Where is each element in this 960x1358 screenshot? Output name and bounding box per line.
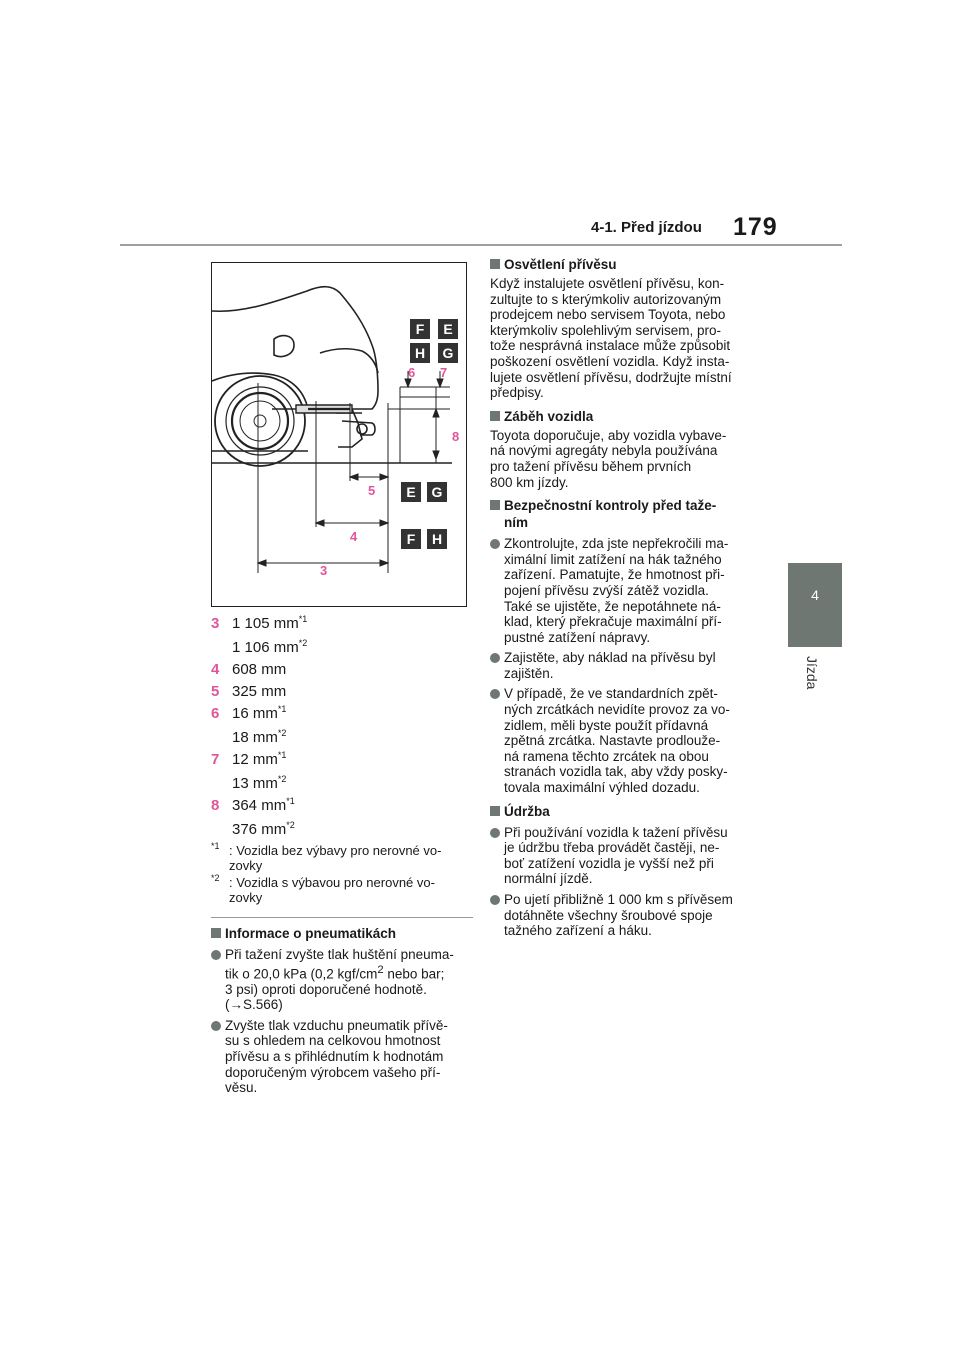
tag-h-top: H bbox=[414, 345, 426, 361]
bullet-icon bbox=[211, 1021, 221, 1031]
bullet-icon bbox=[211, 950, 221, 960]
dim-label-8: 8 bbox=[452, 429, 460, 444]
measurement-value: 364 mm bbox=[232, 797, 287, 814]
square-icon bbox=[211, 928, 221, 938]
maintenance-heading: Údržba bbox=[490, 803, 755, 820]
tires-bullet-1: Při tažení zvyšte tlak huštění pneuma- tik o 20,0 kPa (0,2 kgf/$cm^2$ nebo bar; 3 psi) oproti doporučené hodnotě. (→S.566) bbox=[211, 947, 473, 1013]
header-rule bbox=[120, 244, 842, 246]
square-icon bbox=[490, 806, 500, 816]
measurement-value: 376 mm bbox=[232, 821, 287, 838]
measurement-value: 13 mm bbox=[232, 775, 278, 792]
tag-f-low: F bbox=[406, 531, 416, 547]
footnote-1: $^{*1}$ : Vozidla bez výbavy pro nerovné vo- zovky bbox=[211, 841, 442, 873]
dim-label-4: 4 bbox=[350, 529, 358, 544]
bullet-icon bbox=[490, 828, 500, 838]
footnote-mark: *2 bbox=[286, 820, 295, 830]
measurement-value: 1 106 mm bbox=[232, 639, 299, 656]
safety-heading: Bezpečnostní kontroly před taže- ním bbox=[490, 497, 755, 531]
left-column bbox=[211, 613, 473, 1096]
tires-heading: Informace o pneumatikách bbox=[211, 925, 473, 942]
dim-label-7: 7 bbox=[440, 365, 448, 380]
measurement-number: 6 bbox=[211, 705, 220, 722]
tag-g-mid: G bbox=[431, 484, 443, 500]
measurement-value: 325 mm bbox=[232, 683, 287, 700]
square-icon bbox=[490, 259, 500, 269]
tag-h-low: H bbox=[431, 531, 443, 547]
dim-label-3: 3 bbox=[320, 563, 328, 578]
vehicle-rear-diagram bbox=[212, 263, 466, 606]
footnote-mark: *1 bbox=[277, 704, 287, 714]
footnote-mark: *2 bbox=[277, 728, 287, 738]
breakin-text: Toyota doporučuje, aby vozidla vybave- ná novými agregáty nebyla používána pro tažení přívěsu během prvních 800 km jízdy. bbox=[490, 427, 727, 490]
measurement-row bbox=[211, 773, 473, 795]
measurement-value: 16 mm bbox=[232, 705, 278, 722]
measurement-value: 1 105 mm bbox=[232, 615, 299, 632]
bullet-icon bbox=[490, 895, 500, 905]
measurement-number: 5 bbox=[211, 683, 220, 700]
measurement-number: 4 bbox=[211, 661, 220, 678]
measurement-list bbox=[211, 613, 473, 841]
bullet-icon bbox=[490, 689, 500, 699]
measurement-number: 7 bbox=[211, 751, 220, 768]
measurement-number: 3 bbox=[211, 615, 220, 632]
measurement-row bbox=[211, 681, 473, 703]
separator bbox=[211, 917, 473, 918]
tag-g-top: G bbox=[442, 345, 454, 361]
measurement-row bbox=[211, 749, 473, 771]
measurement-row bbox=[211, 819, 473, 841]
measurement-value: 12 mm bbox=[232, 751, 278, 768]
tires-bullet-2: Zvyšte tlak vzduchu pneumatik přívě- su s ohledem na celkovou hmotnost přívěsu a s přihlédnutím k hodnotám doporučeným výrobcem vašeho pří- věsu. bbox=[211, 1018, 473, 1096]
measurement-value: 18 mm bbox=[232, 729, 278, 746]
measurement-row bbox=[211, 795, 473, 817]
footnote-mark: *2 bbox=[277, 774, 287, 784]
tag-e-mid: E bbox=[406, 484, 416, 500]
footnote-mark: *2 bbox=[298, 638, 308, 648]
safety-bullet-1: Zkontrolujte, zda jste nepřekročili ma- ximální limit zatížení na hák tažného zařízení. Pamatujte, že hmotnost při- pojení přívěsu zvýší zátěž vozidla. Také se ujistěte, že nepotáhnete ná- klad, který překračuje maximální pří- pustné zatížení nápravy. bbox=[490, 536, 755, 645]
footnote-2: $^{*2}$ : Vozidla s výbavou pro nerovné vo- zovky bbox=[211, 873, 435, 905]
dim-label-5: 5 bbox=[368, 483, 376, 498]
footnote-mark: *1 bbox=[277, 750, 287, 760]
page-number: 179 bbox=[733, 213, 778, 241]
bullet-icon bbox=[490, 539, 500, 549]
measurement-value: 608 mm bbox=[232, 661, 287, 678]
tag-e-top: E bbox=[443, 321, 453, 337]
tag-f-top: F bbox=[415, 321, 425, 337]
maintenance-bullet-2: Po ujetí přibližně 1 000 km s přívěsem dotáhněte všechny šroubové spoje tažného zařízení a háku. bbox=[490, 892, 755, 939]
section-title: 4-1. Před jízdou bbox=[591, 219, 702, 236]
safety-bullet-3: V případě, že ve standardních zpět- ných zrcátkách nevidíte provoz za vo- zidlem, měli byste použít přídavná zpětná zrcátka. Nastavte prodlouže- ná ramena těchto zrcátek na obou stranách vozidla tak, aby vždy posky- tovala maximální výhled dozadu. bbox=[490, 686, 755, 795]
chapter-label: Jízda bbox=[804, 656, 820, 690]
measurement-row bbox=[211, 703, 473, 725]
measurement-row bbox=[211, 727, 473, 749]
breakin-heading: Záběh vozidla bbox=[490, 408, 755, 425]
lighting-heading: Osvětlení přívěsu bbox=[490, 256, 755, 273]
square-icon bbox=[490, 411, 500, 421]
measurement-row bbox=[211, 659, 473, 681]
chapter-number: 4 bbox=[811, 587, 819, 603]
footnote-mark: *1 bbox=[286, 796, 295, 806]
square-icon bbox=[490, 500, 500, 510]
safety-bullet-2: Zajistěte, aby náklad na přívěsu byl zajištěn. bbox=[490, 650, 755, 681]
lighting-text: Když instalujete osvětlení přívěsu, kon- zultujte to s kterýmkoliv autorizovaným prodejcem nebo servisem Toyota, nebo kterýmkoliv spolehlivým servisem, pro- tože nesprávná instalace může způsobit poškození osvětlení vozidla. Když insta- lujete osvětlení přívěsu, dodržujte místní předpisy. bbox=[490, 276, 732, 401]
tow-hitch-figure bbox=[211, 262, 467, 607]
bullet-icon bbox=[490, 653, 500, 663]
right-column bbox=[490, 256, 755, 939]
measurement-row bbox=[211, 637, 473, 659]
measurement-number: 8 bbox=[211, 797, 220, 814]
measurement-row bbox=[211, 613, 473, 635]
footnote-mark: *1 bbox=[298, 614, 308, 624]
maintenance-bullet-1: Při používání vozidla k tažení přívěsu je údržbu třeba provádět častěji, ne- boť zatížení vozidla je vyšší než při normální jízdě. bbox=[490, 825, 755, 887]
chapter-tab bbox=[788, 563, 842, 647]
dim-label-6: 6 bbox=[408, 365, 416, 380]
